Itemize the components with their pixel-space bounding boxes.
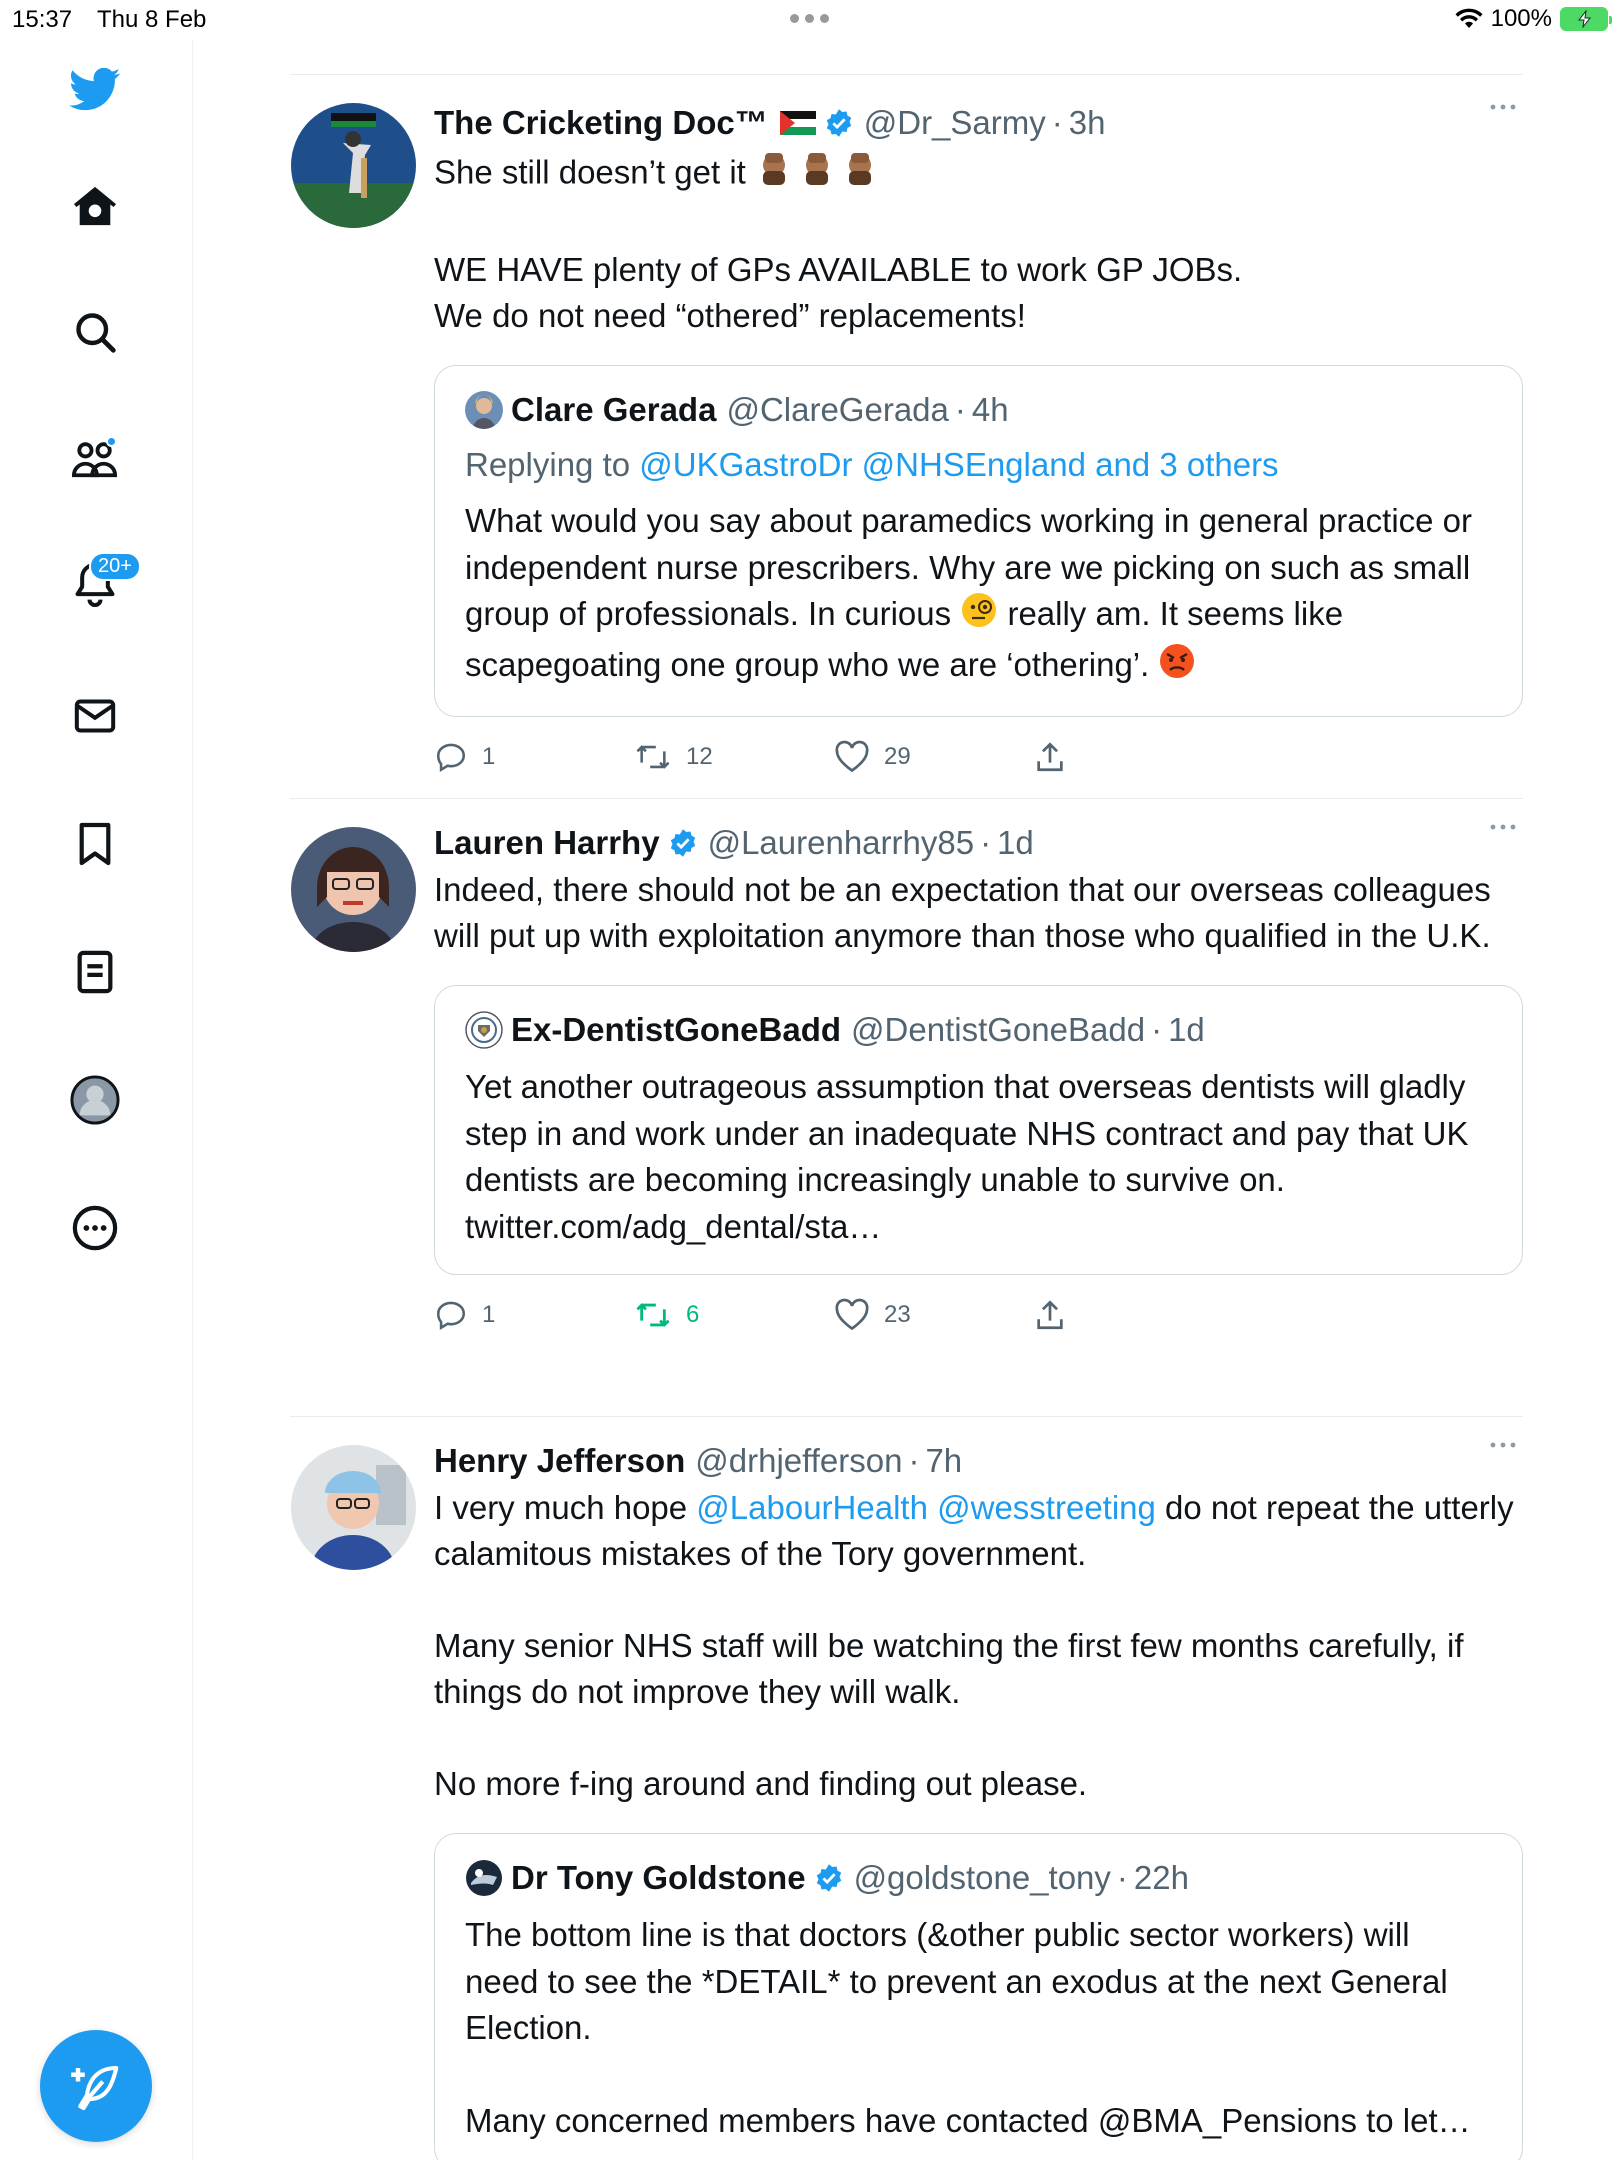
- tweet[interactable]: Henry Jefferson @drhjefferson · 7h I very much hope @LabourHealth @wesstreeting do not repeat the utterly calamitous mistakes of the Tory government. Many senior NHS staff will be watching the first few months carefully, if things do not improve they will walk. No more f-ing around and finding out please. Dr Tony Goldstone @goldstone_tony · 22h The bottom line is that doctors (&other public sector workers) will need to see the *DETAIL* to prevent an exodus at the next General Election. Many concerned members have contacted @BMA_Pensions to let…: [290, 1416, 1523, 2160]
- sidebar: [0, 40, 193, 2160]
- share-button[interactable]: [1034, 1298, 1234, 1332]
- more-icon[interactable]: [67, 1200, 123, 1256]
- tweet-text-part: I very much hope: [434, 1489, 697, 1526]
- retweet-icon: [634, 740, 672, 774]
- notifications-badge: 20+: [89, 552, 141, 581]
- communities-icon[interactable]: [67, 430, 123, 486]
- quoted-tweet[interactable]: Ex-DentistGoneBadd @DentistGoneBadd · 1d Yet another outrageous assumption that overseas dentists will gladly step in and work under an inadequate NHS contract and pay that UK dentists are becoming increasingly unable to survive on. twitter.com/adg_dental/sta…: [434, 985, 1523, 1275]
- compose-tweet-button[interactable]: [40, 2030, 152, 2142]
- bookmarks-icon[interactable]: [67, 816, 123, 872]
- reply-icon: [434, 740, 468, 774]
- quote-timestamp[interactable]: 22h: [1133, 1859, 1189, 1896]
- home-icon[interactable]: [67, 178, 123, 234]
- reply-icon: [434, 1298, 468, 1332]
- messages-icon[interactable]: [67, 688, 123, 744]
- handle[interactable]: @Dr_Sarmy: [863, 104, 1046, 141]
- communities-dot: [106, 436, 117, 447]
- tweet[interactable]: The Cricketing Doc™ @Dr_Sarmy · 3h She still doesn’t get it WE HAVE plenty of GPs AVAILABLE to work GP JOBs. We do not need “othered” replacements! Clare Gerada @ClareGerada · 4h Replying to @UKGastroDr @NHSEngland and 3 others What would you say about paramedics working in general practice or independent nurse prescribers. Why are we picking on such as small group of professionals. In curious really am. It seems like scapegoating one group who we are ‘othering’. 1 12 29: [290, 74, 1523, 798]
- reply-count: 1: [482, 743, 496, 771]
- tweet-actions: [434, 1285, 1523, 1345]
- share-icon: [1034, 740, 1066, 774]
- verified-badge-icon: [668, 828, 698, 858]
- profile-icon[interactable]: [67, 1072, 123, 1128]
- like-count: 29: [884, 743, 911, 771]
- timestamp[interactable]: 7h: [925, 1442, 963, 1479]
- handle[interactable]: @drhjefferson: [695, 1442, 903, 1479]
- quote-handle[interactable]: @DentistGoneBadd: [851, 1011, 1146, 1048]
- quote-handle[interactable]: @goldstone_tony: [853, 1859, 1111, 1896]
- display-name[interactable]: Henry Jefferson: [434, 1442, 686, 1479]
- mention-link[interactable]: @wesstreeting: [937, 1489, 1156, 1526]
- quote-display-name[interactable]: Clare Gerada: [511, 391, 717, 428]
- battery-icon: [1560, 7, 1608, 31]
- tweet-text: [434, 1485, 1523, 1807]
- display-name[interactable]: The Cricketing Doc™: [434, 104, 768, 141]
- more-options-icon[interactable]: [1483, 97, 1523, 117]
- tweet-text-part: do not repeat the utterly calamitous mistakes of the Tory government. Many senior NHS staff will be watching the first few months carefully, if things do not improve they will walk. No more f-ing around and finding out please.: [434, 1489, 1514, 1802]
- retweet-count: 12: [686, 743, 713, 771]
- avatar[interactable]: [291, 103, 416, 228]
- tweet[interactable]: Lauren Harrhy @Laurenharrhy85 · 1d Indeed, there should not be an expectation that our overseas colleagues will put up with exploitation anymore than those who qualified in the U.K. Ex-DentistGoneBadd @DentistGoneBadd · 1d Yet another outrageous assumption that overseas dentists will gladly step in and work under an inadequate NHS contract and pay that UK dentists are becoming increasingly unable to survive on. twitter.com/adg_dental/sta… 1 6 23: [290, 798, 1523, 1416]
- tweet-text-line: She still doesn’t get it: [434, 153, 746, 191]
- reply-button[interactable]: [434, 1298, 634, 1332]
- quote-display-name[interactable]: Dr Tony Goldstone: [511, 1859, 806, 1896]
- tweet-text: Indeed, there should not be an expectation that our overseas colleagues will put up with exploitation anymore than those who qualified in the U.K.: [434, 871, 1500, 954]
- handle[interactable]: @Laurenharrhy85: [707, 824, 975, 861]
- facepalm-emoji-icon: [755, 149, 879, 201]
- share-button[interactable]: [1034, 740, 1234, 774]
- quote-display-name[interactable]: Ex-DentistGoneBadd: [511, 1011, 842, 1048]
- status-date: Thu 8 Feb: [97, 6, 207, 33]
- twitter-logo-icon[interactable]: [67, 62, 123, 118]
- more-options-icon[interactable]: [1483, 817, 1523, 837]
- quote-avatar[interactable]: [465, 1011, 503, 1049]
- wifi-icon: [1455, 8, 1483, 30]
- quote-avatar[interactable]: [465, 391, 503, 429]
- more-options-icon[interactable]: [1483, 1435, 1523, 1455]
- heart-icon: [834, 1298, 870, 1332]
- reply-button[interactable]: [434, 740, 634, 774]
- replying-to-links[interactable]: @UKGastroDr @NHSEngland and 3 others: [639, 446, 1279, 483]
- timeline-feed: [290, 74, 1523, 2160]
- timestamp[interactable]: 1d: [997, 824, 1034, 861]
- angry-face-emoji-icon: [1158, 642, 1196, 693]
- verified-badge-icon: [814, 1863, 844, 1893]
- quote-text: [465, 498, 1492, 692]
- like-button[interactable]: [834, 1298, 1034, 1332]
- battery-percentage: 100%: [1490, 5, 1552, 32]
- quote-text-part: What would you say about paramedics working in general practice or independent nurse prescribers. Why are we picking on such as small group of professionals. In curious: [465, 502, 1482, 632]
- tweet-actions: [434, 727, 1523, 787]
- reply-count: 1: [482, 1301, 496, 1328]
- palestine-flag-icon: [780, 111, 816, 135]
- quoted-tweet[interactable]: Clare Gerada @ClareGerada · 4h Replying to @UKGastroDr @NHSEngland and 3 others What would you say about paramedics working in general practice or independent nurse prescribers. Why are we picking on such as small group of professionals. In curious really am. It seems like scapegoating one group who we are ‘othering’.: [434, 365, 1523, 717]
- display-name[interactable]: Lauren Harrhy: [434, 824, 660, 861]
- avatar[interactable]: [291, 1445, 416, 1570]
- quote-handle[interactable]: @ClareGerada: [726, 391, 949, 428]
- retweet-count: 6: [686, 1301, 700, 1328]
- replying-to: [465, 442, 1492, 488]
- quote-timestamp[interactable]: 4h: [971, 391, 1009, 428]
- avatar[interactable]: [291, 827, 416, 952]
- like-count: 23: [884, 1301, 911, 1328]
- compose-feather-icon: [69, 2059, 123, 2113]
- retweet-icon: [634, 1298, 672, 1332]
- retweet-button[interactable]: [634, 740, 834, 774]
- quoted-tweet[interactable]: Dr Tony Goldstone @goldstone_tony · 22h The bottom line is that doctors (&other public sector workers) will need to see the *DETAIL* to prevent an exodus at the next General Election. Many concerned members have contacted @BMA_Pensions to let…: [434, 1833, 1523, 2160]
- quote-text: Yet another outrageous assumption that overseas dentists will gladly step in and work under an inadequate NHS contract and pay that UK dentists are becoming increasingly unable to survive on. twitter.com/adg_dental/sta…: [465, 1068, 1478, 1245]
- tweet-text-body: WE HAVE plenty of GPs AVAILABLE to work GP JOBs. We do not need “othered” replacements!: [434, 251, 1243, 334]
- status-bar: [0, 0, 1620, 40]
- search-icon[interactable]: [67, 304, 123, 360]
- share-icon: [1034, 1298, 1066, 1332]
- timestamp[interactable]: 3h: [1068, 104, 1106, 141]
- quote-avatar[interactable]: [465, 1859, 503, 1897]
- mention-link[interactable]: @LabourHealth: [696, 1489, 928, 1526]
- quote-timestamp[interactable]: 1d: [1168, 1011, 1205, 1048]
- lists-icon[interactable]: [67, 944, 123, 1000]
- quote-text-part: really am. It seems like scapegoating one group who we are ‘othering’.: [465, 595, 1353, 683]
- quote-text: The bottom line is that doctors (&other public sector workers) will need to see the *DETAIL* to prevent an exodus at the next General Election. Many concerned members have contacted @BMA_Pensions to let…: [465, 1916, 1471, 2139]
- verified-badge-icon: [824, 108, 854, 138]
- monocle-face-emoji-icon: [960, 591, 998, 642]
- retweet-button[interactable]: [634, 1298, 834, 1332]
- status-time: 15:37: [12, 6, 73, 33]
- tweet-text: [434, 149, 1523, 339]
- multitasking-dots-icon[interactable]: [790, 14, 829, 23]
- notifications-icon[interactable]: [67, 555, 132, 612]
- heart-icon: [834, 740, 870, 774]
- like-button[interactable]: [834, 740, 1034, 774]
- replying-label: Replying to: [465, 446, 631, 483]
